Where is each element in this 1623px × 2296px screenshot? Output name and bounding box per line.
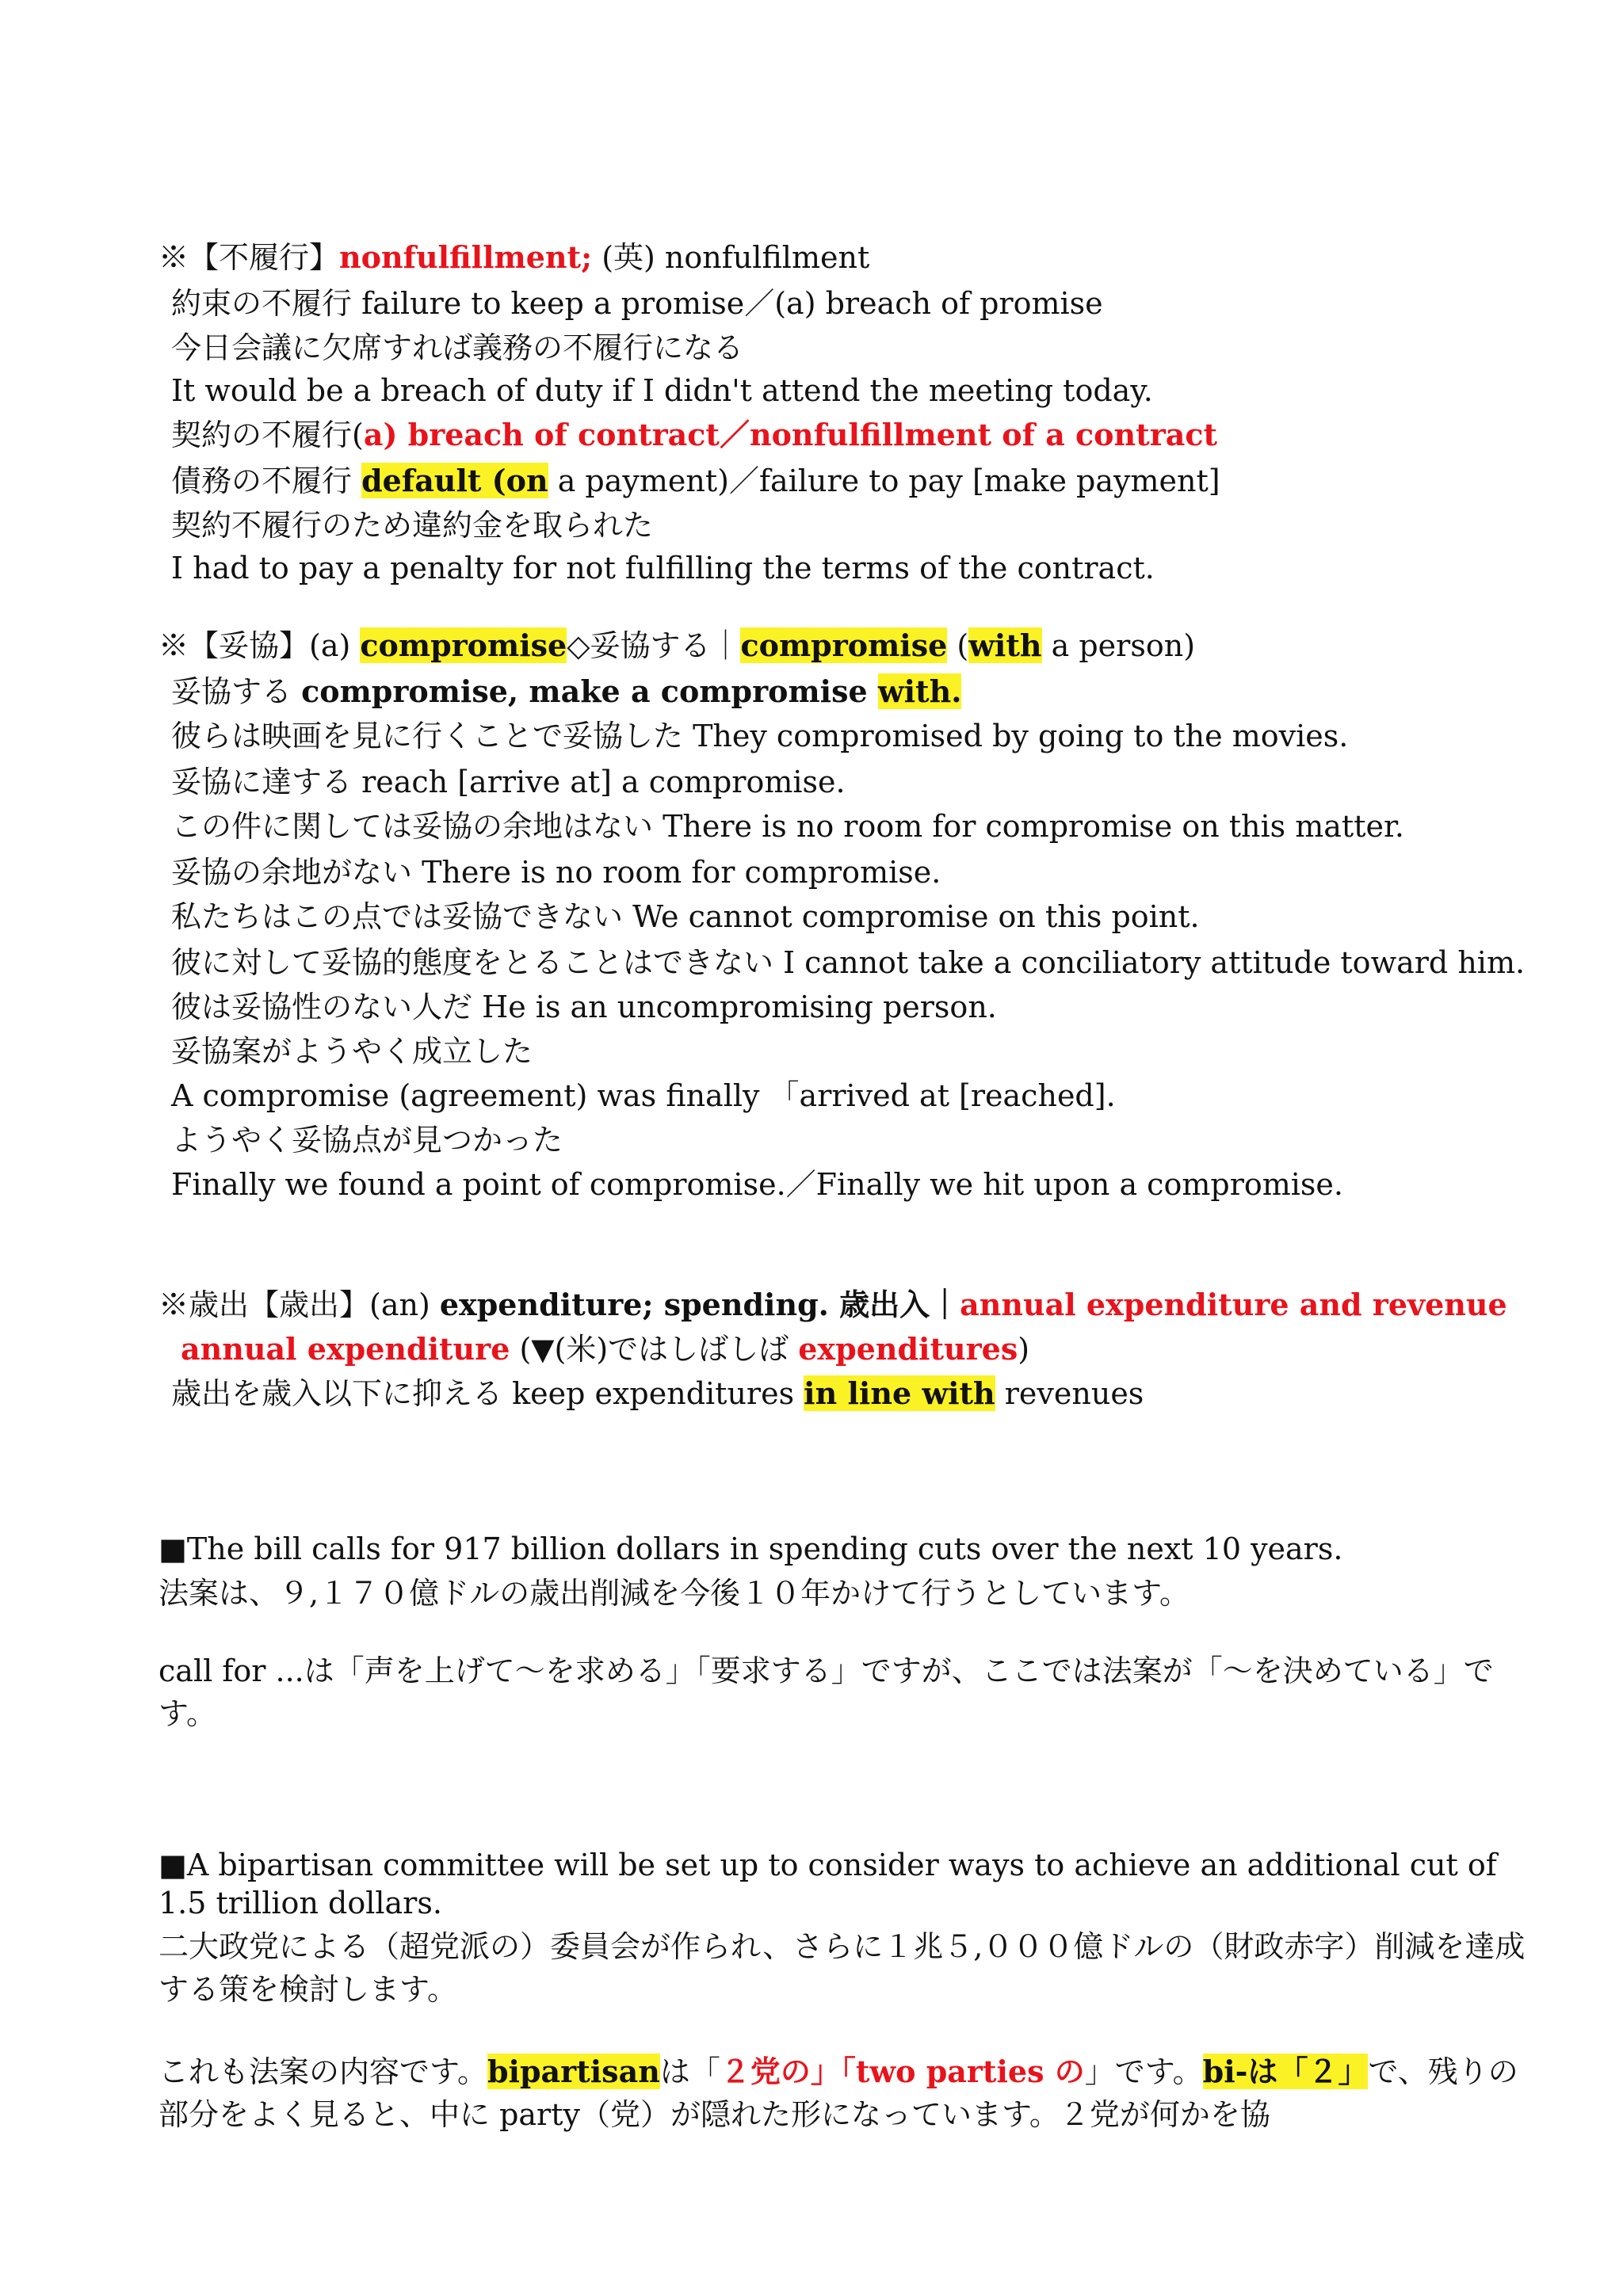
keyword-red: two parties の <box>855 2054 1085 2089</box>
keyword-highlight: compromise <box>740 627 948 663</box>
example-line: 彼は妥協性のない人だ He is an uncompromising person. <box>171 990 997 1024</box>
keyword-bold: expenditure; spending. 歳出入｜ <box>439 1287 960 1322</box>
example-line: 妥協の余地がない There is no room for compromise. <box>171 855 941 890</box>
sentence-ja: 二大政党による（超党派の）委員会が作られ、さらに１兆５,０００億ドルの（財政赤字）削減を達成する策を検討します。 <box>158 1929 1526 2007</box>
example-line: 彼に対して妥協的態度をとることはできない I cannot take a conciliatory attitude toward him. <box>171 945 1526 980</box>
heading-ja: ※歳出【歳出】(an) <box>158 1287 440 1322</box>
heading-variant: (英) nonfulfilment <box>592 240 870 275</box>
keyword-bold: compromise, make a compromise <box>301 673 878 709</box>
example-line: 妥協案がようやく成立した <box>171 1034 533 1069</box>
keyword-highlight: bi-は「２」 <box>1202 2054 1369 2089</box>
example-line: 契約不履行のため違約金を取られた <box>171 508 654 543</box>
heading-ja: ◇妥協する｜ <box>567 628 741 663</box>
example-ja: 債務の不履行 <box>171 463 362 498</box>
example-line <box>171 414 1544 456</box>
example-line: 今日会議に欠席すれば義務の不履行になる <box>171 330 744 365</box>
example-line: It would be a breach of duty if I didn't attend the meeting today. <box>171 373 1153 408</box>
entry-nonfulfillment-heading <box>158 236 1544 279</box>
example-line: I had to pay a penalty for not fulfilling the terms of the contract. <box>171 551 1155 585</box>
keyword-red: annual expenditure <box>181 1331 510 1367</box>
keyword-highlight: with <box>968 627 1042 663</box>
example-line: ようやく妥協点が見つかった <box>171 1123 563 1158</box>
keyword-highlight: in line with <box>804 1375 995 1411</box>
example-ja: 契約の不履行( <box>171 418 364 452</box>
example-line: 私たちはこの点では妥協できない We cannot compromise on this point. <box>171 899 1200 934</box>
keyword-red: ２党の」「 <box>720 2054 856 2089</box>
keyword-highlight: compromise <box>360 627 567 663</box>
example-line: A compromise (agreement) was finally 「arrived at [reached]. <box>171 1078 1116 1113</box>
entry-expenditure-heading <box>158 1283 1544 1326</box>
example-line: 妥協する compromise, make a compromise with. <box>171 673 962 709</box>
keyword-red: expenditures <box>798 1331 1018 1367</box>
keyword-red: annual expenditure and revenue <box>960 1287 1507 1322</box>
keyword-highlight: bipartisan <box>487 2054 660 2089</box>
sentence-en: ■A bipartisan committee will be set up to consider ways to achieve an additional cut of 1.5 trillion dollars. <box>158 1848 1497 1920</box>
example-line: 妥協に達する reach [arrive at] a compromise. <box>171 765 846 799</box>
keyword-highlight: default (on <box>361 463 548 498</box>
example-line: この件に関しては妥協の余地はない There is no room for compromise on this matter. <box>171 809 1405 844</box>
explanation-note: これも法案の内容です。bipartisanは「２党の」「two parties の」です。bi-は「２」で、残りの部分をよく見ると、中に party（党）が隠れた形になっています。２党が何かを協 <box>158 2054 1518 2132</box>
example-line <box>171 460 1544 502</box>
sentence-en: ■The bill calls for 917 billion dollars in spending cuts over the next 10 years. <box>158 1531 1343 1566</box>
keyword-red: a) breach of contract／nonfulfillment of a contract <box>363 417 1218 452</box>
example-line: 彼らは映画を見に行くことで妥協した They compromised by going to the movies. <box>171 719 1349 753</box>
example-line: 歳出を歳入以下に抑える keep expenditures in line with revenues <box>171 1375 1144 1411</box>
example-en: a payment)／failure to pay [make payment] <box>548 463 1220 498</box>
explanation-note: call for ...は「声を上げて～を求める」「要求する」ですが、ここでは法案が「～を決めている」です。 <box>158 1653 1494 1731</box>
entry-compromise-heading: ※【妥協】(a) compromise◇妥協する｜compromise (with a person) <box>158 627 1196 663</box>
keyword-highlight: with. <box>877 673 962 709</box>
example-line: 約束の不履行 failure to keep a promise／(a) breach of promise <box>171 286 1103 321</box>
example-line: annual expenditure (▼(米)ではしばしば expenditures) <box>181 1331 1030 1367</box>
heading-ja: ※【妥協】(a) <box>158 628 361 663</box>
keyword-red: nonfulfillment; <box>339 239 593 275</box>
example-line: Finally we found a point of compromise.／Finally we hit upon a compromise. <box>171 1167 1343 1202</box>
heading-ja: ※【不履行】 <box>158 240 340 275</box>
sentence-ja: 法案は、９,１７０億ドルの歳出削減を今後１０年かけて行うとしています。 <box>158 1576 1190 1611</box>
